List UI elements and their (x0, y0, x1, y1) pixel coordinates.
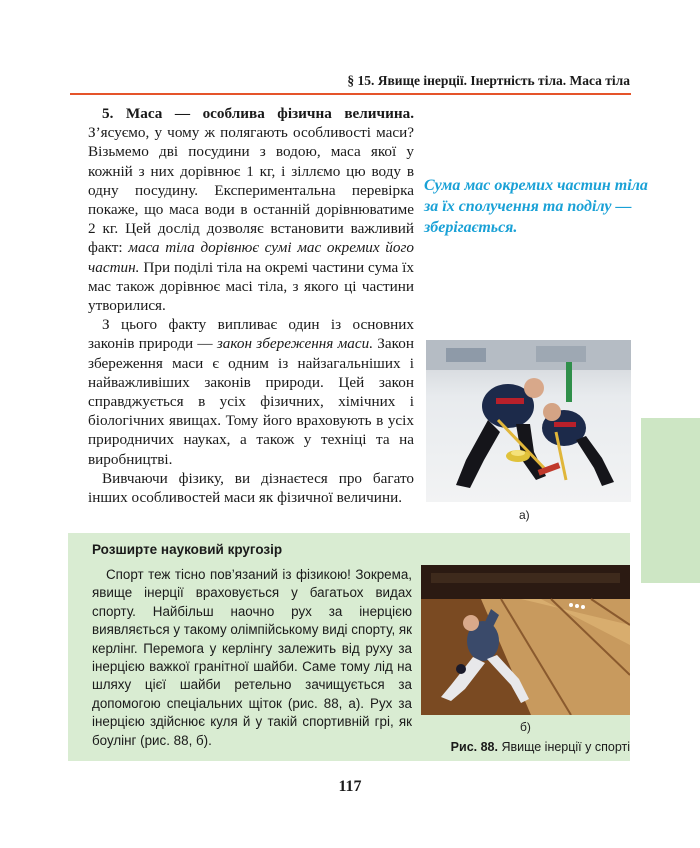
curling-photo (426, 340, 631, 502)
info-box-paragraph: Спорт теж тісно пов’язаний із фізикою! Зокрема, явище інерції враховується у багатьох видах спорту. Найбільш наочно рух за інерцією виявляється у такому олімпійському виді спорту, як керлінг. Перемога у керлінгу залежить від руху за інерцією важкої гранітної шайби. Саме тому лід на шляху цієї шайби ретельно зачищується за допомогою спеціальних щіток (рис. 88, а). Рух за інерцією здійснює куля й у такій спортивній грі, як боулінг (рис. 88, б). (92, 567, 412, 748)
side-tab (641, 418, 700, 583)
info-box-text (92, 566, 412, 750)
info-box-title: Розширте науковий кругозір (92, 542, 283, 557)
paragraph-law (88, 315, 414, 469)
figure-label-a: а) (519, 508, 530, 522)
paragraph-text: Закон збереження маси є одним із найзагальніших і найважливіших законів природи. Цей закон справджується в усіх фізичних, хімічних і біологічних явищах. Тому його враховують в усіх природничих науках, а також у техніці та на виробництві. (88, 335, 414, 468)
law-name: закон збереження маси. (216, 335, 374, 353)
page-number: 117 (338, 778, 362, 795)
figure-number: Рис. 88. (450, 740, 498, 754)
paragraph-mass (88, 104, 414, 315)
margin-callout: Сума мас окремих частин тіла за їх сполучення та поділу — зберігається. (424, 177, 648, 236)
paragraph-text: З цього факту випливає один із основних законів природи — (88, 316, 414, 353)
key-fact: маса тіла дорівнює сумі мас окремих його частин. (88, 239, 414, 276)
running-header: § 15. Явище інерції. Інертність тіла. Маса тіла (347, 73, 630, 88)
bowling-photo (421, 565, 630, 715)
main-text (88, 104, 414, 507)
section-heading: 5. Маса — особлива фізична величина. (102, 105, 414, 122)
paragraph-conclusion: Вивчаючи фізику, ви дізнаєтеся про багато інших особливостей маси як фізичної величини. (88, 469, 414, 507)
paragraph-text: При поділі тіла на окремі частини сума їх мас також дорівнює масі тіла, з якого ці частини утворилися. (88, 258, 414, 315)
paragraph-text: З’ясуємо, у чому ж полягають особливості маси? Візьмемо дві посудини з водою, маса якої у кожній з них дорівнює 1 кг, і зіллємо цю воду в одну посудину. Експериментальна перевірка покаже, що маса води в останній дорівнюватиме 2 кг. Цей дослід дозволяє встановити важливий факт: (88, 124, 414, 257)
figure-caption-text: Явище інерції у спорті (497, 740, 630, 754)
figure-label-b: б) (520, 720, 531, 734)
figure-caption (424, 740, 630, 754)
header-rule (70, 93, 631, 95)
